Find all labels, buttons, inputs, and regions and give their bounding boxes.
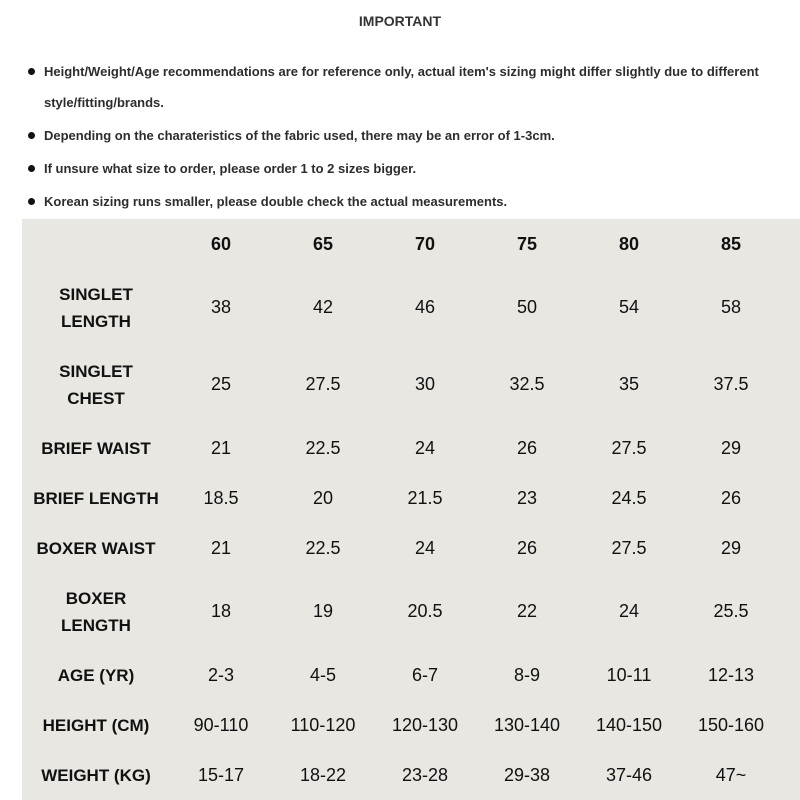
- table-corner: [22, 219, 170, 269]
- table-cell: 140-150: [595, 714, 663, 735]
- table-cell: 20: [312, 487, 334, 508]
- table-cell: 37-46: [605, 764, 653, 785]
- row-label-line1: SINGLET: [59, 284, 133, 304]
- table-cell: 21: [210, 537, 232, 558]
- table-cell: 54: [618, 297, 640, 317]
- table-cell: 19: [312, 601, 334, 621]
- table-cell: 8-9: [513, 664, 540, 685]
- table-cell: 22: [516, 601, 538, 621]
- table-cell: 25.5: [713, 601, 749, 621]
- row-label: [22, 573, 170, 650]
- table-cell: 58: [720, 297, 742, 317]
- row-label: WEIGHT (KG): [41, 765, 151, 785]
- table-cell: 24.5: [611, 487, 647, 508]
- table-cell: 110-120: [290, 714, 356, 735]
- row-label-line1: SINGLET: [59, 361, 133, 381]
- table-cell: 21.5: [407, 487, 443, 508]
- size-table: [22, 219, 782, 800]
- table-cell: 20.5: [407, 601, 443, 621]
- table-header-row: [22, 219, 782, 269]
- row-label: BRIEF LENGTH: [33, 488, 159, 508]
- row-label: HEIGHT (CM): [42, 715, 150, 735]
- notes-list: [28, 56, 798, 219]
- row-label-line2: LENGTH: [61, 311, 131, 331]
- table-cell: 23-28: [401, 764, 449, 785]
- table-row: [22, 473, 782, 523]
- row-label-line2: LENGTH: [61, 615, 131, 635]
- table-row: [22, 423, 782, 473]
- table-row: [22, 573, 782, 650]
- note-item: [28, 153, 798, 184]
- bullet-icon: [28, 68, 35, 75]
- table-cell: 29: [720, 437, 742, 458]
- size-column-header: 60: [210, 233, 232, 254]
- table-cell: 18-22: [299, 764, 347, 785]
- table-cell: 18: [210, 601, 232, 621]
- size-column-header: 70: [414, 233, 436, 254]
- table-row: [22, 523, 782, 573]
- table-cell: 4-5: [309, 664, 336, 685]
- table-cell: 29-38: [503, 764, 551, 785]
- table-cell: 22.5: [305, 437, 341, 458]
- row-label: BRIEF WAIST: [41, 438, 151, 458]
- table-cell: 26: [516, 437, 538, 458]
- row-label: BOXER WAIST: [36, 538, 156, 558]
- table-cell: 23: [516, 487, 538, 508]
- row-label: [22, 346, 170, 423]
- note-text: Height/Weight/Age recommendations are for reference only, actual item's sizing might differ slightly due to different style/fitting/brands.: [44, 64, 759, 110]
- note-text: If unsure what size to order, please order 1 to 2 sizes bigger.: [44, 161, 417, 176]
- table-cell: 50: [516, 297, 538, 317]
- table-cell: 24: [414, 437, 436, 458]
- note-item: [28, 186, 798, 217]
- table-cell: 26: [720, 487, 742, 508]
- row-label: AGE (YR): [57, 665, 135, 685]
- bullet-icon: [28, 132, 35, 139]
- size-column-header: 80: [618, 233, 640, 254]
- table-cell: 37.5: [713, 374, 749, 394]
- row-label-line2: CHEST: [67, 388, 125, 408]
- table-cell: 120-130: [391, 714, 459, 735]
- table-cell: 32.5: [509, 374, 545, 394]
- table-cell: 21: [210, 437, 232, 458]
- table-cell: 90-110: [193, 714, 249, 735]
- note-item: [28, 56, 798, 118]
- page-title: IMPORTANT: [358, 13, 442, 29]
- table-cell: 6-7: [411, 664, 438, 685]
- table-cell: 30: [414, 374, 436, 394]
- table-cell: 38: [210, 297, 232, 317]
- table-cell: 10-11: [606, 664, 652, 685]
- table-cell: 27.5: [611, 537, 647, 558]
- note-item: [28, 120, 798, 151]
- table-cell: 27.5: [305, 374, 341, 394]
- table-cell: 27.5: [611, 437, 647, 458]
- size-column-header: 75: [516, 233, 538, 254]
- table-row: [22, 346, 782, 423]
- table-cell: 22.5: [305, 537, 341, 558]
- size-table-panel: [22, 219, 800, 800]
- table-cell: 150-160: [697, 714, 765, 735]
- table-row: [22, 269, 782, 346]
- table-row: [22, 750, 782, 800]
- table-cell: 130-140: [493, 714, 561, 735]
- table-cell: 46: [414, 297, 436, 317]
- row-label: [22, 269, 170, 346]
- table-cell: 47~: [715, 764, 747, 785]
- table-cell: 25: [210, 374, 232, 394]
- row-label-line1: BOXER: [65, 588, 127, 608]
- size-column-header: 85: [720, 233, 742, 254]
- note-text: Korean sizing runs smaller, please double check the actual measurements.: [44, 194, 508, 209]
- table-row: [22, 650, 782, 700]
- size-column-header: 65: [312, 233, 334, 254]
- table-cell: 12-13: [707, 664, 755, 685]
- table-row: [22, 700, 782, 750]
- table-cell: 26: [516, 537, 538, 558]
- note-text: Depending on the charateristics of the fabric used, there may be an error of 1-3cm.: [44, 128, 555, 143]
- table-cell: 42: [312, 297, 334, 317]
- table-cell: 24: [414, 537, 436, 558]
- table-cell: 15-17: [197, 764, 245, 785]
- table-cell: 18.5: [203, 487, 239, 508]
- table-cell: 29: [720, 537, 742, 558]
- table-cell: 24: [618, 601, 640, 621]
- bullet-icon: [28, 198, 35, 205]
- table-cell: 2-3: [207, 664, 234, 685]
- bullet-icon: [28, 165, 35, 172]
- table-cell: 35: [618, 374, 640, 394]
